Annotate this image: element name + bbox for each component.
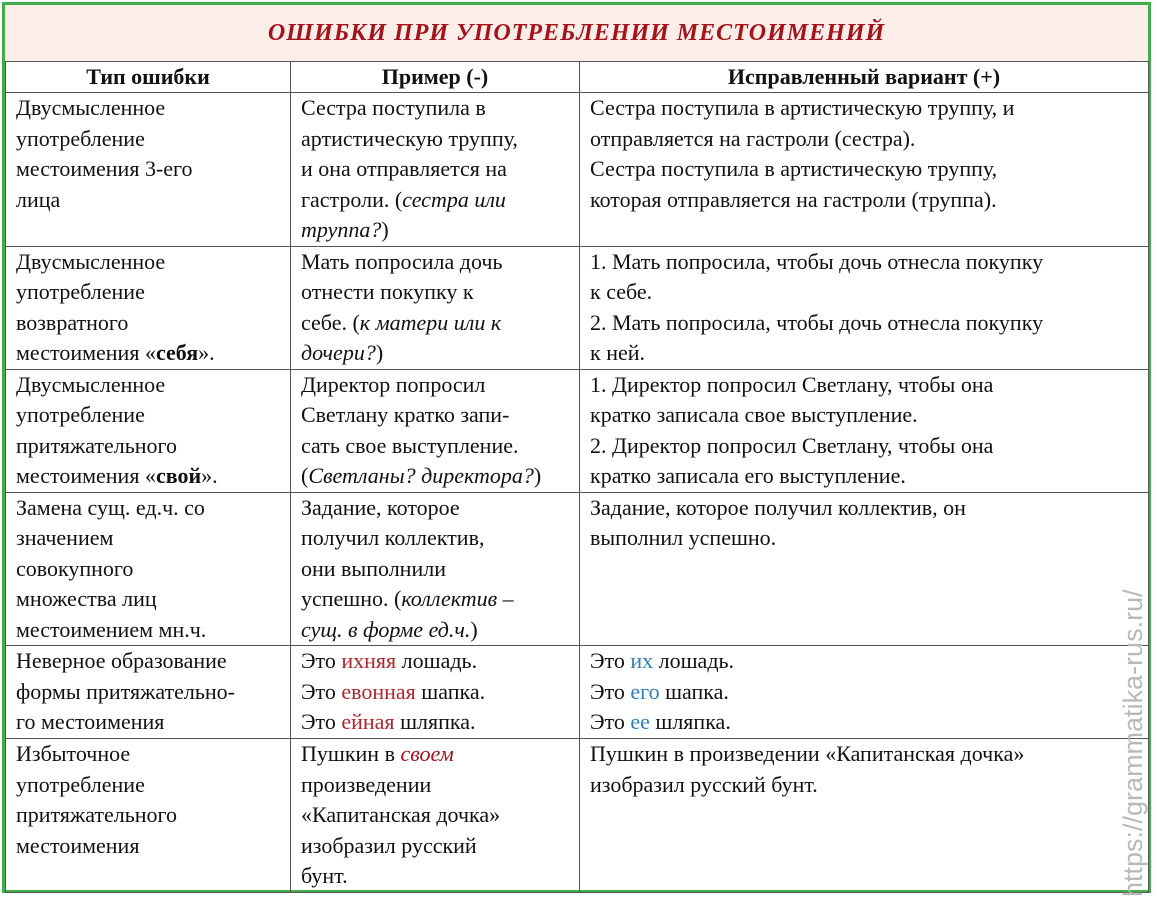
cell-line: употребление xyxy=(16,771,145,797)
cell-line: формы притяжательно- xyxy=(16,678,236,704)
text: Это xyxy=(590,648,631,673)
comment-italic: Светланы? директора? xyxy=(308,463,534,488)
comment-italic: дочери? xyxy=(301,340,376,365)
text: Это xyxy=(590,678,631,704)
cell-line: Задание, которое получил коллектив, он xyxy=(590,494,966,520)
error-type-cell xyxy=(6,739,291,893)
cell-line: изобразил русский бунт. xyxy=(590,771,818,797)
table-row xyxy=(6,492,1149,646)
cell-line: они выполнили xyxy=(301,555,446,581)
cell-line xyxy=(590,677,1138,708)
wrong-word: ейная xyxy=(341,709,395,734)
cell-line xyxy=(301,461,569,492)
comment-italic: сущ. в форме ед.ч. xyxy=(301,616,471,642)
example-cell xyxy=(291,369,580,492)
cell-line xyxy=(301,677,569,708)
cell-line xyxy=(301,584,569,615)
text: шапка. xyxy=(659,678,729,704)
cell-line: местоимения xyxy=(16,832,140,858)
page-title: ОШИБКИ ПРИ УПОТРЕБЛЕНИИ МЕСТОИМЕНИЙ xyxy=(5,5,1148,62)
header-correct: Исправленный вариант (+) xyxy=(580,62,1149,93)
example-cell xyxy=(291,646,580,739)
cell-line: множества лиц xyxy=(16,586,157,611)
table-frame xyxy=(2,2,1151,893)
cell-line: которая отправляется на гастроли (труппа). xyxy=(590,186,997,212)
cell-line: 2. Директор попросил Светлану, чтобы она xyxy=(590,432,994,458)
text: шляпка. xyxy=(649,709,731,734)
text: ) xyxy=(381,217,389,242)
error-type-cell xyxy=(6,646,291,739)
table-row xyxy=(6,369,1149,492)
cell-line xyxy=(590,646,1138,677)
cell-line xyxy=(590,707,1138,738)
correct-cell xyxy=(580,646,1149,739)
cell-line: совокупного xyxy=(16,555,134,581)
cell-line: Мать попросила дочь xyxy=(301,248,503,274)
cell-line: Двусмысленное xyxy=(16,248,166,274)
error-type-cell xyxy=(6,246,291,369)
text: гастроли. ( xyxy=(301,186,403,212)
text: Пушкин в xyxy=(301,741,401,766)
cell-line: кратко записала его выступление. xyxy=(590,463,906,488)
error-type-cell xyxy=(6,93,291,247)
correct-cell xyxy=(580,246,1149,369)
text: успешно. ( xyxy=(301,586,402,611)
site-watermark: https://grammatika-rus.ru/ xyxy=(1118,589,1148,897)
cell-line: бунт. xyxy=(301,863,348,888)
cell-line xyxy=(301,338,569,369)
correct-cell xyxy=(580,93,1149,247)
example-cell xyxy=(291,246,580,369)
text: ) xyxy=(470,616,478,642)
cell-line: 1. Мать попросила, чтобы дочь отнесла покупку xyxy=(590,248,1044,274)
cell-line xyxy=(301,615,569,646)
cell-line: значением xyxy=(16,525,114,550)
text: лошадь. xyxy=(653,648,735,673)
cell-line xyxy=(16,461,280,492)
cell-line: Сестра поступила в xyxy=(301,95,486,120)
wrong-word: своем xyxy=(400,741,454,766)
text: ». xyxy=(201,463,218,488)
cell-line: Двусмысленное xyxy=(16,371,166,397)
cell-line: Светлану кратко запи- xyxy=(301,402,510,427)
cell-line xyxy=(301,215,569,246)
wrong-word: ихняя xyxy=(341,648,397,673)
cell-line: получил коллектив, xyxy=(301,525,485,550)
text: Это xyxy=(301,709,342,734)
cell-line: и она отправляется на xyxy=(301,156,507,181)
cell-line: артистическую труппу, xyxy=(301,125,518,151)
cell-line: лица xyxy=(16,186,61,212)
correct-cell xyxy=(580,492,1149,646)
text: ». xyxy=(198,340,215,365)
error-type-cell xyxy=(6,492,291,646)
text: шапка. xyxy=(415,678,486,704)
cell-line: Пушкин в произведении «Капитанская дочка» xyxy=(590,741,1025,766)
cell-line xyxy=(16,338,280,369)
pronoun-bold: свой xyxy=(155,463,202,488)
cell-line: возвратного xyxy=(16,309,129,335)
example-cell xyxy=(291,93,580,247)
table-row xyxy=(6,93,1149,247)
correct-word: его xyxy=(630,678,660,704)
cell-line xyxy=(301,308,569,339)
cell-line: сать свое выступление. xyxy=(301,432,519,458)
cell-line: Неверное образование xyxy=(16,648,227,673)
correct-word: ее xyxy=(630,709,650,734)
text: местоимения « xyxy=(16,340,156,365)
correct-cell xyxy=(580,739,1149,893)
table-row xyxy=(6,739,1149,893)
cell-line: «Капитанская дочка» xyxy=(301,802,501,827)
cell-line: выполнил успешно. xyxy=(590,525,777,550)
table-row xyxy=(6,246,1149,369)
example-cell xyxy=(291,739,580,893)
cell-line: к себе. xyxy=(590,279,653,304)
correct-word: их xyxy=(630,648,654,673)
cell-line: произведении xyxy=(301,771,432,797)
text: Это xyxy=(301,648,342,673)
text: Это xyxy=(301,678,342,704)
correct-cell xyxy=(580,369,1149,492)
pronoun-bold: себя xyxy=(155,340,199,365)
cell-line xyxy=(301,707,569,738)
cell-line: кратко записала свое выступление. xyxy=(590,402,918,427)
cell-line xyxy=(301,739,569,770)
cell-line: 1. Директор попросил Светлану, чтобы она xyxy=(590,371,994,397)
cell-line: го местоимения xyxy=(16,709,165,734)
cell-line: употребление xyxy=(16,279,145,304)
cell-line: употребление xyxy=(16,402,145,427)
cell-line: Сестра поступила в артистическую труппу, xyxy=(590,156,998,181)
cell-line xyxy=(301,646,569,677)
text: ) xyxy=(375,340,384,365)
cell-line: местоимения 3-его xyxy=(16,156,193,181)
comment-italic: труппа? xyxy=(301,217,382,242)
text: шляпка. xyxy=(394,709,476,734)
text: себе. ( xyxy=(301,309,360,335)
cell-line: Сестра поступила в артистическую труппу, и xyxy=(590,95,1015,120)
cell-line: изобразил русский xyxy=(301,832,477,858)
cell-line: местоимением мн.ч. xyxy=(16,616,207,642)
cell-line xyxy=(301,185,569,216)
text: ) xyxy=(533,463,542,488)
wrong-word: евонная xyxy=(341,678,416,704)
text: лошадь. xyxy=(396,648,478,673)
pronoun-errors-table xyxy=(5,61,1149,893)
text: местоимения « xyxy=(16,463,156,488)
cell-line: Директор попросил xyxy=(301,371,486,397)
comment-italic: сестра или xyxy=(402,186,506,212)
header-error-type: Тип ошибки xyxy=(6,62,291,93)
cell-line: Избыточное xyxy=(16,741,131,766)
table-row xyxy=(6,646,1149,739)
header-row xyxy=(6,62,1149,93)
cell-line: к ней. xyxy=(590,340,645,365)
cell-line: притяжательного xyxy=(16,802,178,827)
comment-italic: к матери или к xyxy=(359,309,502,335)
cell-line: Двусмысленное xyxy=(16,95,166,120)
text: Это xyxy=(590,709,631,734)
error-type-cell xyxy=(6,369,291,492)
cell-line: Задание, которое xyxy=(301,494,460,520)
cell-line: отнести покупку к xyxy=(301,279,474,304)
example-cell xyxy=(291,492,580,646)
cell-line: употребление xyxy=(16,125,145,151)
cell-line: отправляется на гастроли (сестра). xyxy=(590,125,916,151)
cell-line: Замена сущ. ед.ч. со xyxy=(16,494,205,520)
cell-line: притяжательного xyxy=(16,432,178,458)
text: ( xyxy=(301,463,309,488)
cell-line: 2. Мать попросила, чтобы дочь отнесла покупку xyxy=(590,309,1044,335)
comment-italic: коллектив – xyxy=(401,586,514,611)
header-example: Пример (-) xyxy=(291,62,580,93)
